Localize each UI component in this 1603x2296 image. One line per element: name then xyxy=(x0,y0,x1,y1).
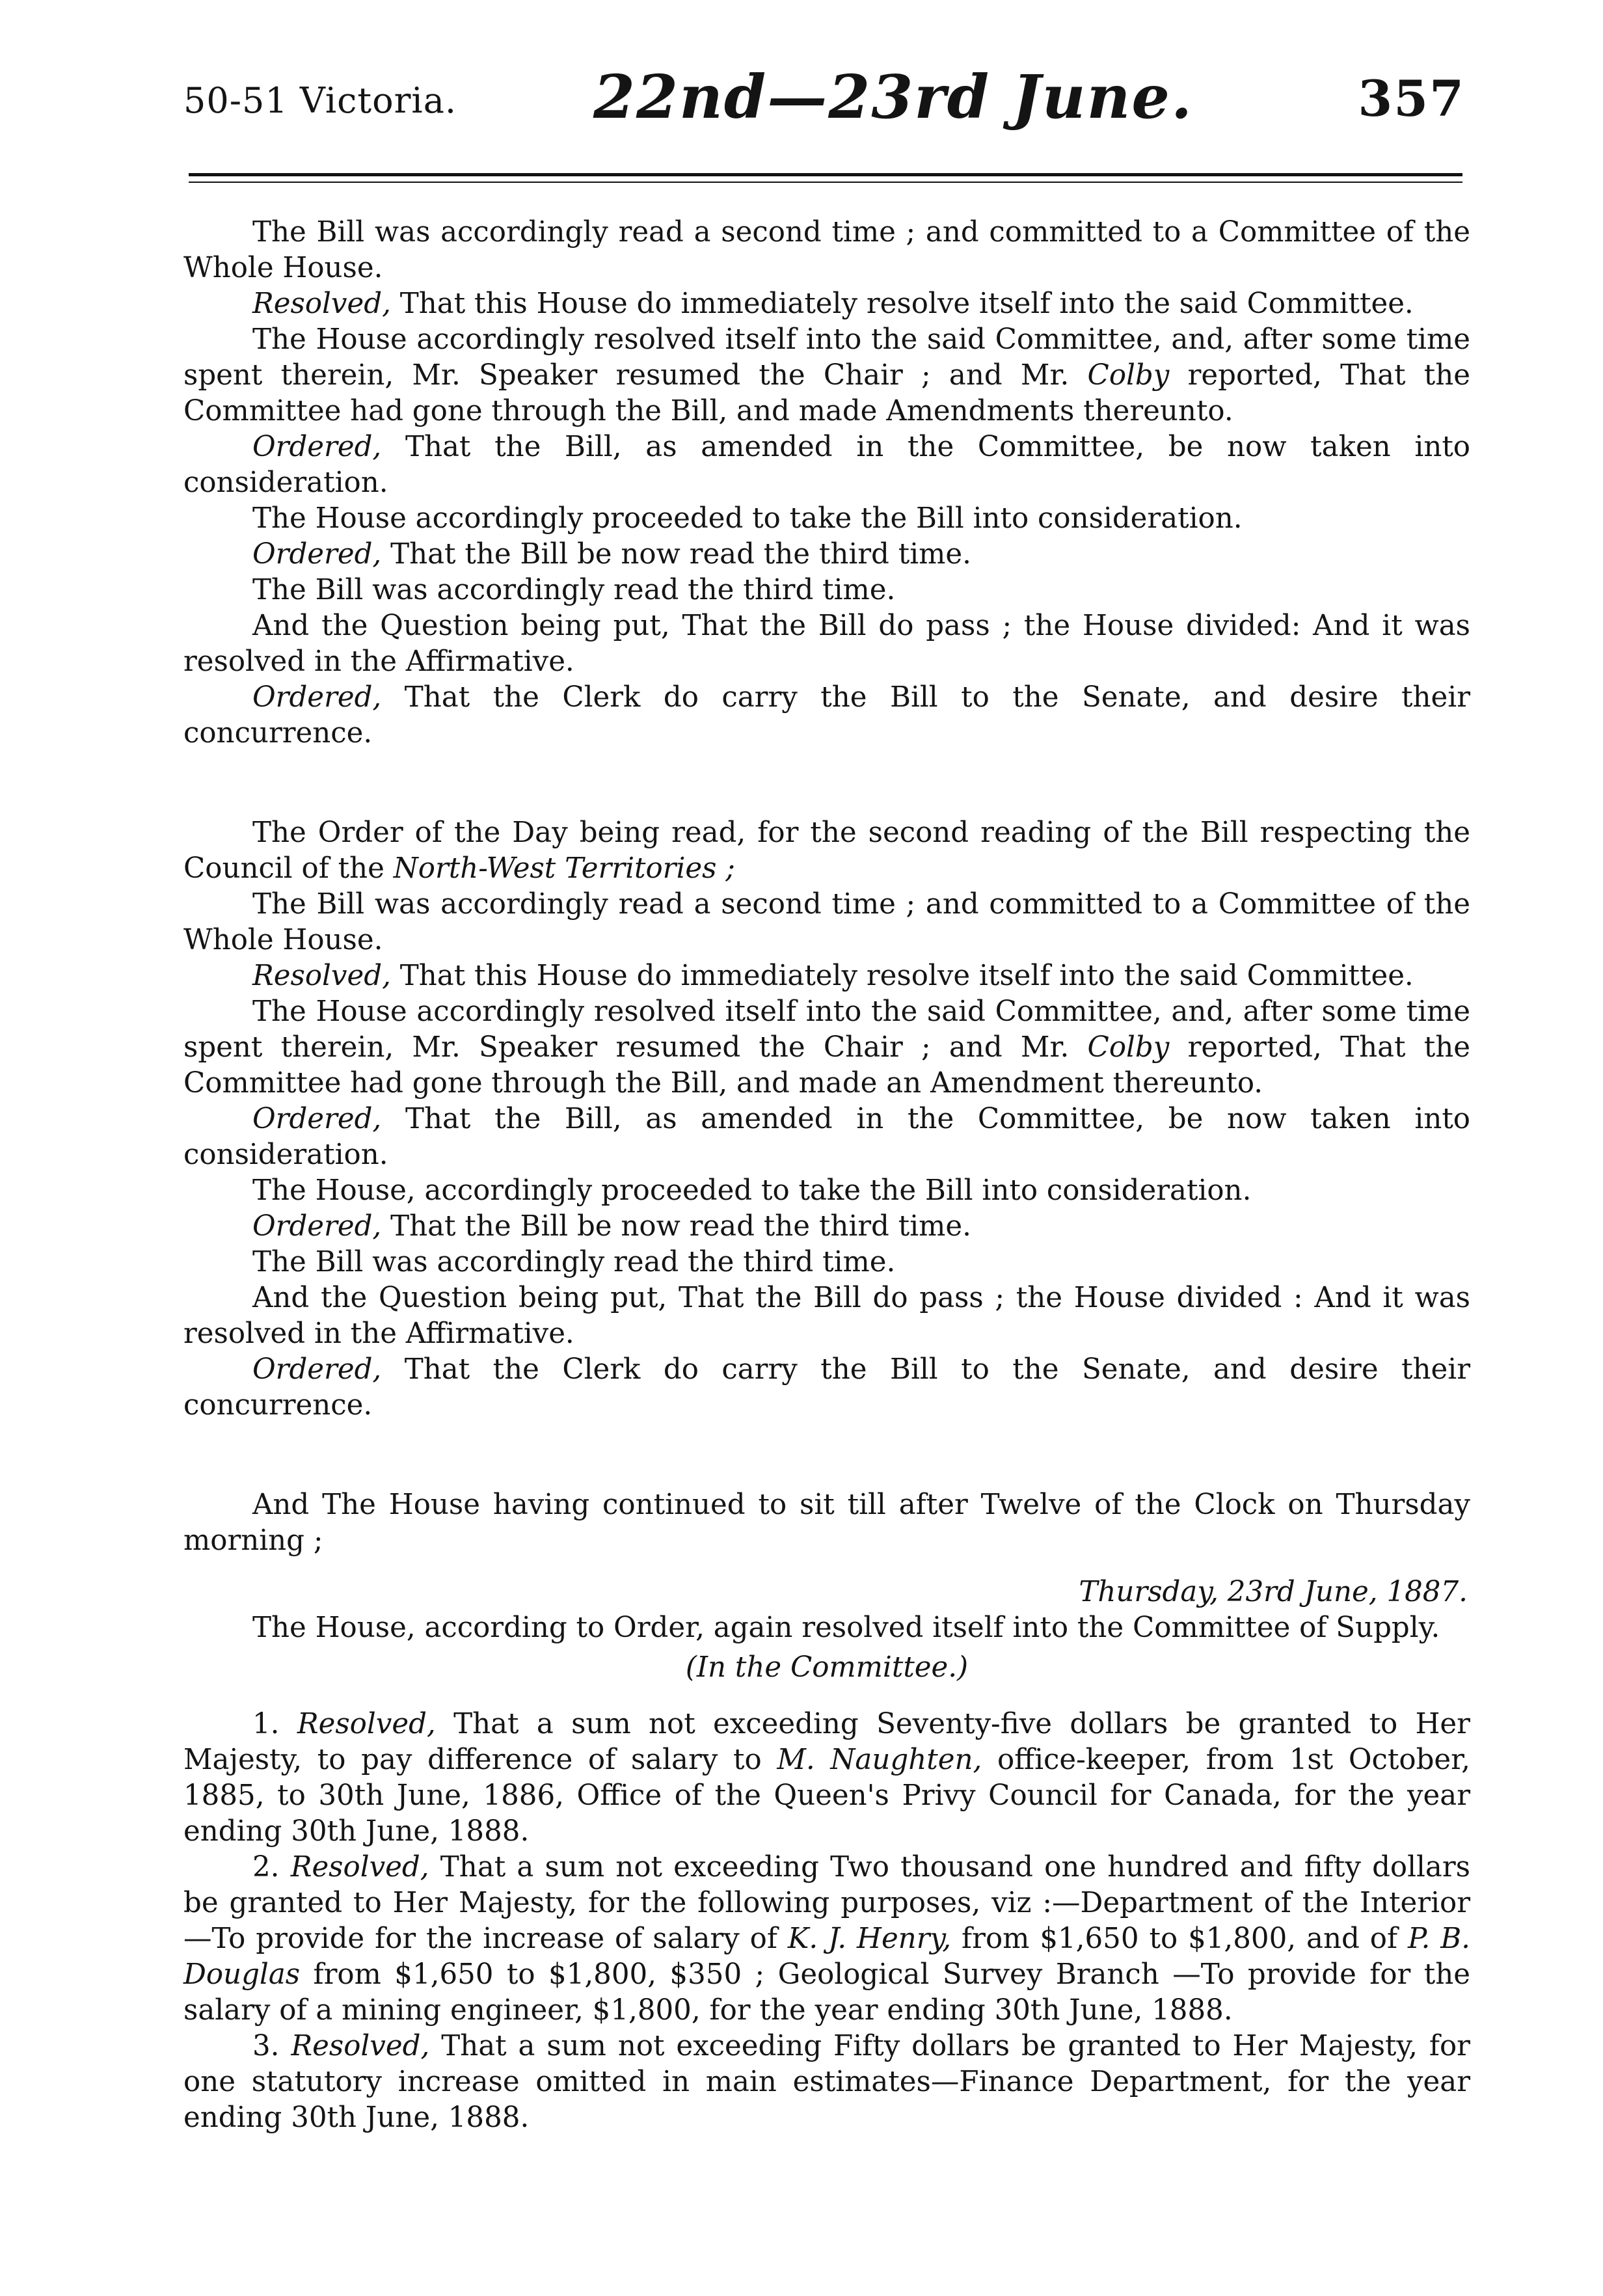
journal-body xyxy=(183,215,1470,2136)
section-first-bill xyxy=(183,215,1470,751)
paragraph: Ordered, That the Clerk do carry the Bill to the Senate, and desire their concurrence. xyxy=(183,681,1470,750)
paragraph: And the Question being put, That the Bill do pass ; the House divided: And it was resolved in the Affirmative. xyxy=(183,610,1470,678)
paragraph: The House, according to Order, again resolved itself into the Committee of Supply. xyxy=(252,1612,1440,1644)
paragraph: The House accordingly proceeded to take the Bill into consideration. xyxy=(252,502,1243,535)
paragraph: The House accordingly resolved itself into the said Committee, and, after some time spent therein, Mr. Speaker resumed the Chair ; and Mr. Colby reported, That the Committee had gone through the Bill, and made Amendments thereunto. xyxy=(183,323,1470,427)
resolutions-list xyxy=(183,1707,1470,2136)
paragraph: Ordered, That the Bill be now read the third time. xyxy=(252,1210,971,1243)
page-header xyxy=(183,62,1465,140)
paragraph: Resolved, That this House do immediately resolve itself into the said Committee. xyxy=(252,960,1414,992)
date-heading: 22nd—23rd June. xyxy=(593,62,1193,132)
paragraph: And The House having continued to sit till after Twelve of the Clock on Thursday morning ; xyxy=(183,1489,1470,1557)
header-rule-thin xyxy=(189,182,1462,183)
committee-note: (In the Committee.) xyxy=(685,1651,969,1684)
resolution-item: 1. Resolved, That a sum not exceeding Seventy-five dollars be granted to Her Majesty, to pay difference of salary to M. Naughten, office-keeper, from 1st October, 1885, to 30th June, 1886, Office of the Queen's Privy Council for Canada, for the year ending 30th June, 1888. xyxy=(183,1708,1471,1848)
paragraph: The Bill was accordingly read the third time. xyxy=(252,1246,896,1278)
paragraph: Ordered, That the Bill be now read the third time. xyxy=(252,538,971,571)
paragraph: And the Question being put, That the Bill do pass ; the House divided : And it was resolved in the Affirmative. xyxy=(183,1282,1470,1350)
resolution-item: 3. Resolved, That a sum not exceeding Fifty dollars be granted to Her Majesty, for one statutory increase omitted in main estimates—Finance Department, for the year ending 30th June, 1888. xyxy=(183,2030,1470,2134)
paragraph: Ordered, That the Clerk do carry the Bill to the Senate, and desire their concurrence. xyxy=(183,1353,1470,1422)
paragraph: The House accordingly resolved itself into the said Committee, and, after some time spent therein, Mr. Speaker resumed the Chair ; and Mr. Colby reported, That the Committee had gone through the Bill, and made an Amendment thereunto. xyxy=(183,995,1470,1100)
paragraph: The Order of the Day being read, for the second reading of the Bill respecting the Council of the North-West Territories ; xyxy=(183,817,1470,885)
section-north-west-territories-bill xyxy=(183,815,1470,1424)
paragraph: The House, accordingly proceeded to take the Bill into consideration. xyxy=(252,1174,1252,1207)
paragraph: The Bill was accordingly read the third time. xyxy=(252,574,896,606)
paragraph: The Bill was accordingly read a second time ; and committed to a Committee of the Whole House. xyxy=(183,216,1470,284)
volume-label: 50-51 Victoria. xyxy=(183,80,457,121)
page-number: 357 xyxy=(1358,70,1465,128)
paragraph: Ordered, That the Bill, as amended in the Committee, be now taken into consideration. xyxy=(183,1103,1470,1171)
date-line: Thursday, 23rd June, 1887. xyxy=(1079,1576,1468,1608)
section-committee-of-supply xyxy=(183,1487,1470,1686)
paragraph: Ordered, That the Bill, as amended in the Committee, be now taken into consideration. xyxy=(183,431,1470,499)
paragraph: Resolved, That this House do immediately resolve itself into the said Committee. xyxy=(252,288,1414,320)
header-rule-thick xyxy=(189,173,1462,176)
resolution-item: 2. Resolved, That a sum not exceeding Two thousand one hundred and fifty dollars be granted to Her Majesty, for the following purposes, viz :—Department of the Interior—To provide for the increase of salary of K. J. Henry, from $1,650 to $1,800, and of P. B. Douglas from $1,650 to $1,800, $350 ; Geological Survey Branch —To provide for the salary of a mining engineer, $1,800, for the year ending 30th June, 1888. xyxy=(183,1851,1471,2027)
paragraph: The Bill was accordingly read a second time ; and committed to a Committee of the Whole House. xyxy=(183,888,1470,956)
